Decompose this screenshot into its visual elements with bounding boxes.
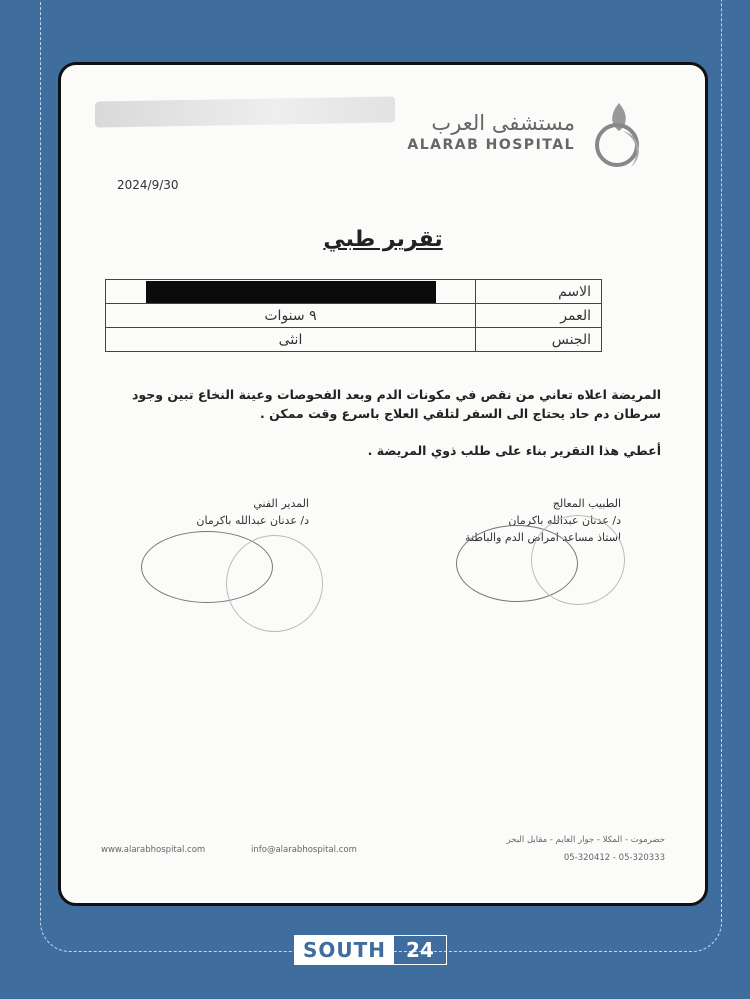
brand-number: 24 [406, 938, 434, 962]
footer-phones: 05-320412 - 05-320333 [563, 853, 665, 863]
hospital-name-arabic: مستشفى العرب [431, 111, 575, 135]
table-row [106, 280, 602, 304]
report-body [105, 385, 661, 423]
patient-age: ٩ سنوات [106, 304, 476, 328]
blurred-header-strip [95, 96, 395, 127]
report-title: تقرير طبي [323, 227, 443, 252]
hospital-stamp-faint [226, 535, 323, 632]
hospital-logo-icon [579, 95, 659, 175]
doctor-stamp-faint [531, 515, 625, 605]
report-date: 2024/9/30 [117, 178, 179, 192]
medical-report-document [58, 62, 708, 906]
brand-word: SOUTH [295, 936, 394, 964]
report-note: أعطي هذا التقرير بناء على طلب ذوي المريضة . [367, 443, 661, 458]
signature-technical-director [129, 495, 309, 529]
field-label: الاسم [476, 280, 602, 304]
signature-title: المدير الفني [253, 497, 309, 510]
body-line: سرطان دم حاد يحتاج الى السفر لتلقي العلاج باسرع وقت ممكن . [259, 406, 661, 421]
patient-name-redacted [106, 280, 476, 304]
signature-position: استاذ مساعد امراض الدم والباطنة [465, 531, 621, 544]
south24-brand-logo [294, 935, 447, 965]
signature-name: د/ عدنان عبدالله باكرمان [196, 514, 309, 527]
field-label: العمر [476, 304, 602, 328]
table-row [106, 304, 602, 328]
signature-name: د/ عدنان عبدالله باكرمان [508, 514, 621, 527]
patient-info-table [105, 279, 602, 352]
footer-address: حضرموت - المكلا - جوار العايم - مقابل البحر [506, 835, 665, 845]
footer-website: www.alarabhospital.com [101, 845, 206, 855]
footer-email: info@alarabhospital.com [251, 845, 357, 855]
patient-gender: انثى [106, 328, 476, 352]
signature-title: الطبيب المعالج [552, 497, 621, 510]
body-line: المريضة اعلاه تعاني من نقص في مكونات الدم وبعد الفحوصات وعينة النخاع تبين وجود [132, 387, 661, 402]
field-label: الجنس [476, 328, 602, 352]
redaction-block [146, 281, 436, 303]
hospital-name-english: ALARAB HOSPITAL [407, 137, 575, 153]
table-row [106, 328, 602, 352]
